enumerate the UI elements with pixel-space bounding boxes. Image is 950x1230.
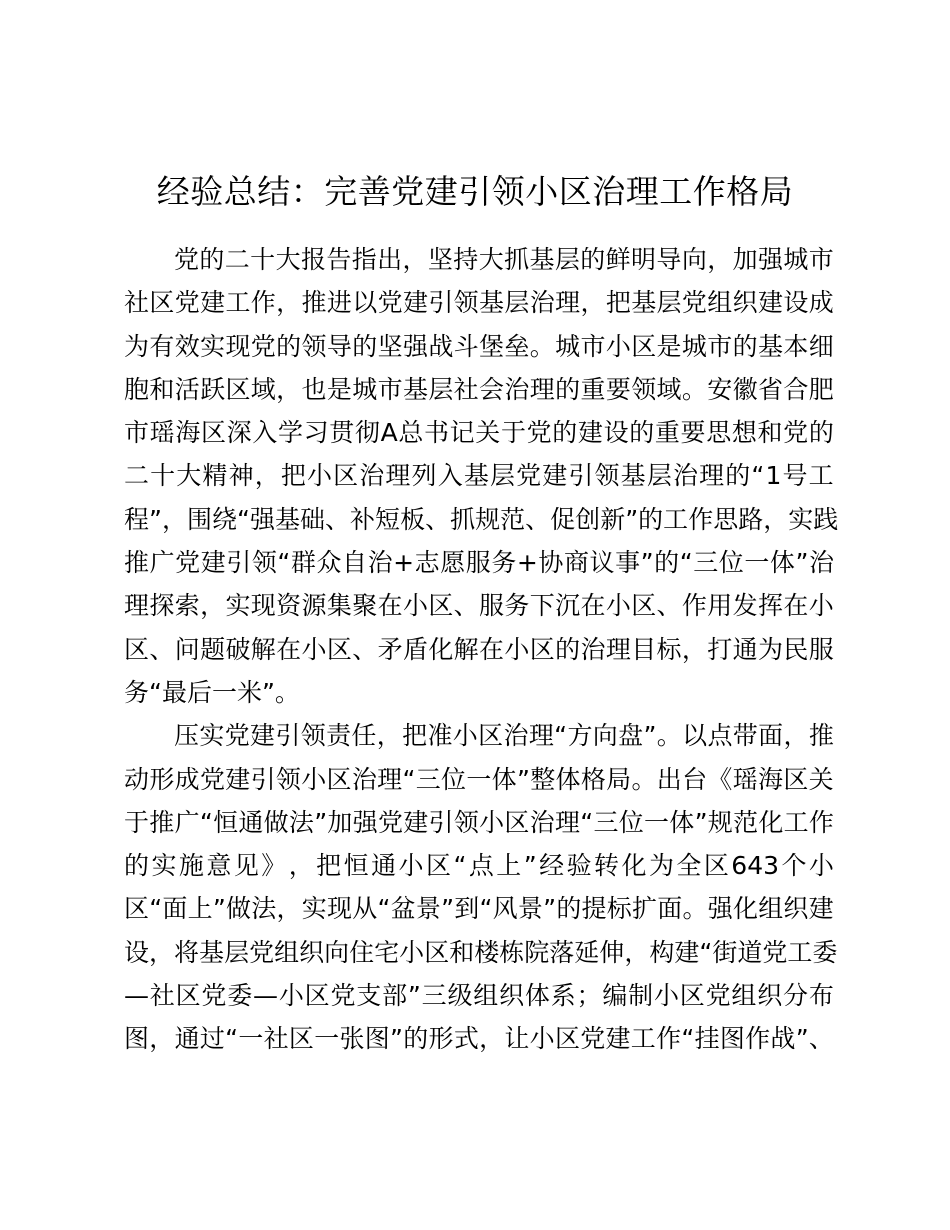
body-line: 市 瑶 海 区 深 入 学 习 贯 彻 A 总 书 记 关 于 党 的 建 设 的 重 要 思 想 和 党 的 (124, 418, 834, 448)
body-line: — 社 区 党 委 — 小 区 党 支 部 ” 三 级 组 织 体 系 ； 编 制 小 区 党 组 织 分 布 (124, 981, 834, 1011)
body-line: 为 有 效 实 现 党 的 领 导 的 坚 强 战 斗 堡 垒 。 城 市 小 区 是 城 市 的 基 本 细 (124, 331, 834, 361)
body-line: 压 实 党 建 引 领 责 任 ， 把 准 小 区 治 理 “ 方 向 盘 ” 。 以 点 带 面 ， 推 (174, 721, 834, 751)
body-line: 图 ， 通 过 “ 一 社 区 一 张 图 ” 的 形 式 ， 让 小 区 党 建 工 作 “ 挂 图 作 战 ” 、 (124, 1024, 834, 1054)
body-line: 设 ， 将 基 层 党 组 织 向 住 宅 小 区 和 楼 栋 院 落 延 伸 ， 构 建 “ 街 道 党 工 委 (124, 937, 838, 967)
body-line: 务“最后一米”。 (124, 677, 300, 707)
body-line: 社 区 党 建 工 作 ， 推 进 以 党 建 引 领 基 层 治 理 ， 把 基 层 党 组 织 建 设 成 (124, 288, 834, 318)
body-line: 动 形 成 党 建 引 领 小 区 治 理 “ 三 位 一 体 ” 整 体 格 局 。 出 台 《 瑶 海 区 关 (124, 764, 834, 794)
document-title: 经验总结：完善党建引领小区治理工作格局 (156, 172, 794, 211)
body-line: 推 广 党 建 引 领 “ 群 众 自 治 + 志 愿 服 务 + 协 商 议 事 ” 的 “ 三 位 一 体 ” 治 (124, 548, 834, 578)
body-line: 区 、 问 题 破 解 在 小 区 、 矛 盾 化 解 在 小 区 的 治 理 目 标 ， 打 通 为 民 服 (124, 634, 834, 664)
body-line: 程 ” ， 围 绕 “ 强 基 础 、 补 短 板 、 抓 规 范 、 促 创 新 ” 的 工 作 思 路 ， 实 践 (124, 504, 839, 534)
body-line: 二 十 大 精 神 ， 把 小 区 治 理 列 入 基 层 党 建 引 领 基 层 治 理 的 “ 1 号 工 (124, 461, 834, 491)
body-line: 理 探 索 ， 实 现 资 源 集 聚 在 小 区 、 服 务 下 沉 在 小 区 、 作 用 发 挥 在 小 (124, 591, 834, 621)
body-line: 于 推 广 “ 恒 通 做 法 ” 加 强 党 建 引 领 小 区 治 理 “ 三 位 一 体 ” 规 范 化 工 作 (124, 807, 834, 837)
body-line: 党 的 二 十 大 报 告 指 出 ， 坚 持 大 抓 基 层 的 鲜 明 导 向 ， 加 强 城 市 (174, 245, 834, 274)
body-line: 的 实 施 意 见 》 ， 把 恒 通 小 区 “ 点 上 ” 经 验 转 化 为 全 区 643 个 小 (124, 851, 834, 881)
body-line: 胞 和 活 跃 区 域 ， 也 是 城 市 基 层 社 会 治 理 的 重 要 领 域 。 安 徽 省 合 肥 (124, 374, 834, 404)
document-body (124, 238, 839, 1061)
body-line: 区 “ 面 上 ” 做 法 ， 实 现 从 “ 盆 景 ” 到 “ 风 景 ” 的 提 标 扩 面 。 强 化 组 织 建 (124, 894, 834, 924)
